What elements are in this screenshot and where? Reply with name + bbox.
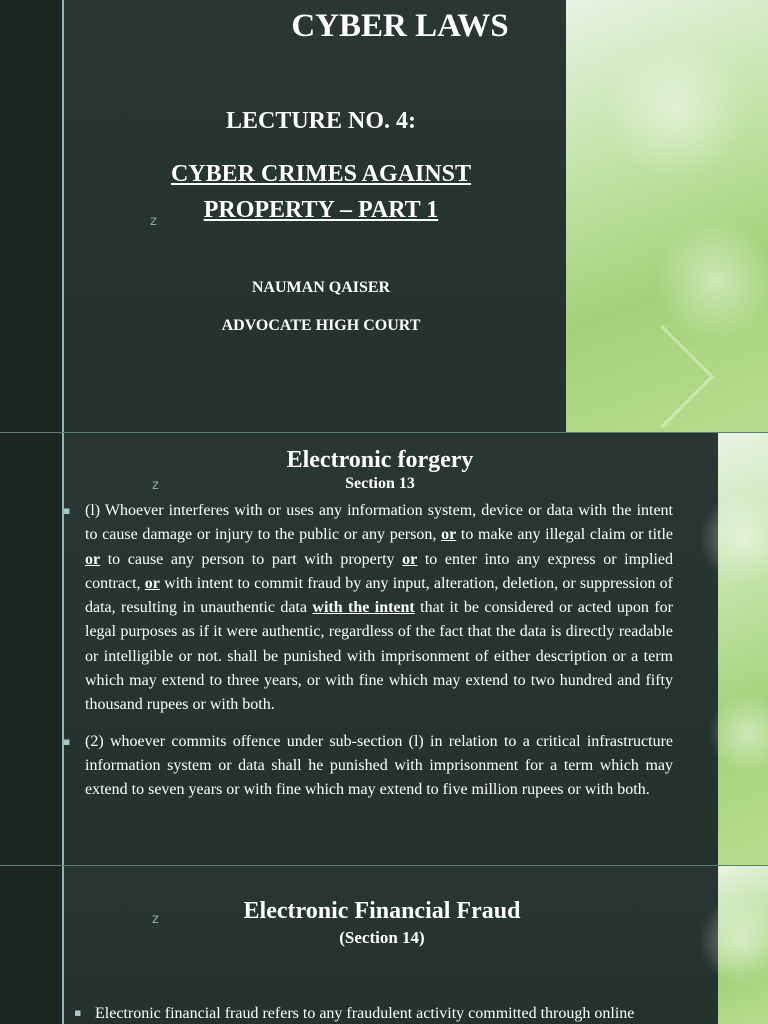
slide-left-bar (0, 0, 62, 432)
emphasis-text: or (85, 550, 101, 568)
slide-marker: z (150, 214, 157, 229)
author-role: ADVOCATE HIGH COURT (221, 317, 421, 334)
emphasis-text: or (144, 574, 160, 592)
slide-electronic-forgery (0, 433, 768, 865)
paragraph-text: to cause any person to part with property (100, 550, 403, 568)
paragraph-2 (63, 730, 673, 803)
slide-heading: Electronic forgery (286, 447, 474, 473)
slide-left-bar (0, 866, 62, 1024)
slide-left-bar (0, 433, 62, 865)
slide-electronic-financial-fraud (0, 866, 768, 1024)
bullet-icon: ▪ (63, 504, 71, 517)
bullet-icon: ▪ (63, 734, 71, 748)
emphasis-text: with the intent (312, 599, 415, 617)
section-label: (Section 14) (339, 928, 425, 947)
paragraph-text: to make any illegal claim or title (456, 526, 674, 544)
slide-title (0, 0, 768, 432)
author-name: NAUMAN QAISER (251, 279, 391, 296)
paragraph-text: with intent to commit fraud by any input, alteration, deletion, or suppression of data, resulting in unauthentic data (85, 574, 674, 617)
lecture-subtitle-line-1: CYBER CRIMES AGAINST (170, 161, 472, 187)
slide-heading: Electronic Financial Fraud (243, 898, 521, 924)
page-title: CYBER LAWS (291, 8, 509, 44)
slide-body (63, 499, 674, 815)
slide-marker: z (152, 912, 159, 927)
section-label: Section 13 (345, 475, 415, 492)
slide-green-panel (566, 0, 768, 432)
slide-marker: z (152, 478, 159, 493)
slide-green-panel (718, 433, 768, 865)
emphasis-text: or (441, 526, 457, 544)
emphasis-text: or (402, 550, 418, 568)
paragraph-text: that it be considered or acted upon for legal purposes as if it were authentic, regardless of the fact that the data is directly readable or intelligible or not. shall be punished with imprisonment of either description or a term which may extend to three years, or with fine which may extend to two hundred and fifty thousand rupees or with both. (85, 599, 673, 714)
paragraph-1 (63, 499, 674, 718)
paragraph-text: (l) Whoever interferes with or uses any information system, device or data with the intent to cause damage or injury to the public or any person, (85, 502, 673, 544)
slide-green-panel (718, 866, 768, 1024)
lecture-subtitle-line-2: PROPERTY – PART 1 (203, 197, 439, 223)
paragraph-text: (2) whoever commits offence under sub-section (l) in relation to a critical infrastructure information system or data shall he punished with imprisonment for a term which may extend to seven years or with fine which may extend to five million rupees or with both. (85, 732, 673, 799)
lecture-number: LECTURE NO. 4: (225, 108, 417, 134)
lecture-subtitle (64, 156, 578, 228)
bullet-icon: ▪ (74, 1006, 82, 1019)
paragraph-text: to enter into any express or implied contract, (85, 550, 674, 592)
slide-body: Electronic financial fraud refers to any fraudulent activity committed through online (95, 1005, 635, 1022)
